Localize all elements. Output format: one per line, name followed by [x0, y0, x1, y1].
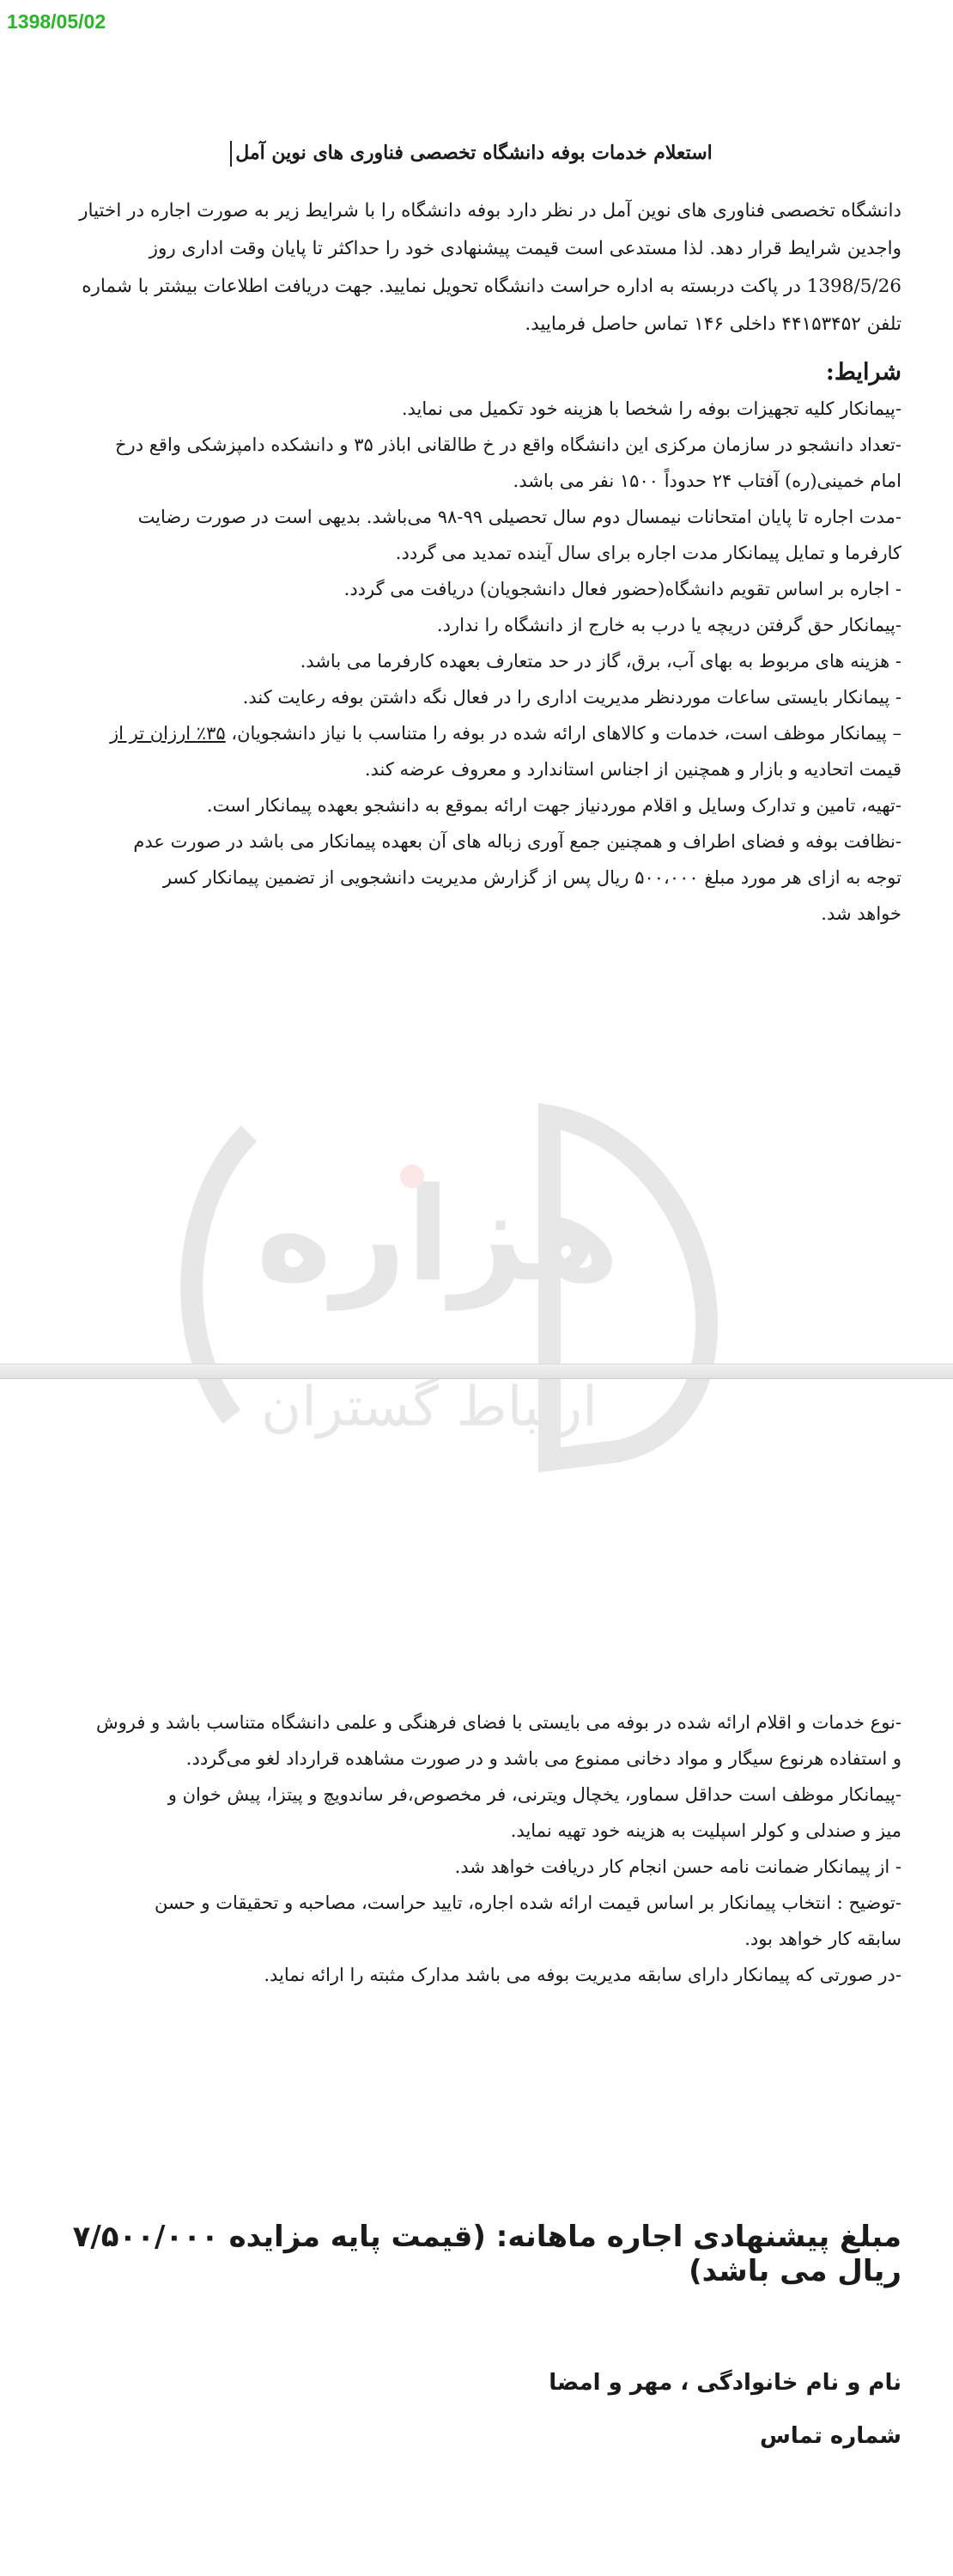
- intro-line-1: دانشگاه تخصصی فناوری های نوین آمل در نظر دارد بوفه دانشگاه را با شرایط زیر به صورت اجاره در اختیار: [79, 200, 901, 222]
- document-page-2: [41, 1704, 901, 1993]
- watermark-logo: [103, 1082, 773, 1528]
- rule-required-equipment: -پیمانکار موظف است حداقل سماور، یخچال ویترنی، فر مخصوص،فر ساندویچ و پیتزا، پیش خوان و: [167, 1784, 901, 1805]
- rule-no-exit-door: -پیمانکار حق گرفتن دریچه یا درب به خارج از دانشگاه را ندارد.: [436, 615, 901, 635]
- rule-experience: -در صورتی که پیمانکار دارای سابقه مدیریت بوفه می باشد مدارک مثبته را ارائه نماید.: [264, 1965, 901, 1985]
- rule-required-equipment-cont: میز و صندلی و کولر اسپلیت به هزینه خود تهیه نماید.: [510, 1820, 901, 1841]
- rule-cleaning-end: خواهد شد.: [821, 903, 901, 924]
- watermark-main-text: هزاره: [256, 1161, 620, 1310]
- rule-supplies: -تهیه، تامین و تدارک وسایل و اقلام موردنیاز جهت ارائه بموقع به دانشجو بعهده پیمانکار است.: [206, 795, 901, 816]
- rule-guarantee: - از پیمانکار ضمانت نامه حسن انجام کار دریافت خواهد شد.: [454, 1856, 901, 1877]
- document-body: [41, 129, 901, 932]
- rule-prices: – پیمانکار موظف است، خدمات و کالاهای ارائه شده در بوفه را متناسب با نیاز دانشجویان، ۳۵٪ ارزان تر از: [110, 723, 901, 744]
- page-break: [0, 1364, 953, 1379]
- document-title: استعلام خدمات بوفه دانشگاه تخصصی فناوری های نوین آمل: [41, 141, 901, 167]
- rule-selection-note: -توضیح : انتخاب پیمانکار بر اساس قیمت ارائه شده اجاره، تایید حراست، مصاحبه و تحقیقات و حسن: [155, 1893, 901, 1913]
- rule-calendar: - اجاره بر اساس تقویم دانشگاه(حضور فعال دانشجویان) دریافت می گردد.: [343, 579, 901, 599]
- rule-hours: - پیمانکار بایستی ساعات موردنظر مدیریت اداری را در فعال نگه داشتن بوفه رعایت کند.: [242, 687, 901, 708]
- rule-selection-note-cont: سابقه کار خواهد بود.: [744, 1929, 901, 1949]
- rule-cleaning-cont: توجه به ازای هر مورد مبلغ ۵۰۰،۰۰۰ ریال پس از گزارش مدیریت دانشجویی از تضمین پیمانکار کسر: [162, 867, 901, 888]
- rule-services-type-cont: و استفاده هرنوع سیگار و مواد دخانی ممنوع می باشد و در صورت مشاهده قرارداد لغو می‌گردد.: [185, 1748, 901, 1769]
- rule-students-count-cont: امام خمینی(ره) آفتاب ۲۴ حدوداً ۱۵۰۰ نفر می باشد.: [513, 471, 901, 491]
- intro-line-4: تلفن ۴۴۱۵۳۴۵۲ داخلی ۱۴۶ تماس حاصل فرمایید.: [525, 313, 901, 335]
- watermark-sub-text: ارتباط گستران: [261, 1376, 598, 1439]
- discount-underlined: ۳۵٪ ارزان تر از: [110, 723, 226, 744]
- rule-utilities: - هزینه های مربوط به بهای آب، برق، گاز در حد متعارف بعهده کارفرما می باشد.: [300, 651, 901, 671]
- rule-prices-cont: قیمت اتحادیه و بازار و همچنین از اجناس استاندارد و معروف عرضه کند.: [364, 759, 901, 780]
- rule-equipment: -پیمانکار کلیه تجهیزات بوفه را شخصا با هزینه خود تکمیل می نماید.: [401, 398, 901, 419]
- rule-students-count: -تعداد دانشجو در سازمان مرکزی این دانشگاه واقع در خ طالقانی اباذر ۳۵ و دانشکده دامپزشکی واقع درخ: [115, 434, 901, 455]
- monthly-offer-line: مبلغ پیشنهادی اجاره ماهانه: (قیمت پایه مزایده ۷/۵۰۰/۰۰۰ ریال می باشد): [72, 2220, 901, 2288]
- rule-lease-duration: -مدت اجاره تا پایان امتحانات نیمسال دوم سال تحصیلی ۹۹-۹۸ می‌باشد. بدیهی است در صورت رضایت: [137, 507, 901, 527]
- contact-number-line: شماره تماس: [760, 2423, 901, 2449]
- rule-cleaning: -نظافت بوفه و فضای اطراف و همچنین جمع آوری زباله های آن بعهده پیمانکار می باشد در صورت عدم: [133, 831, 901, 852]
- intro-line-2: واجدین شرایط قرار دهد. لذا مستدعی است قیمت پیشنهادی خود را حداکثر تا پایان وقت اداری روز: [149, 238, 901, 259]
- document-date: 1398/05/02: [7, 10, 106, 33]
- text-cursor: [230, 141, 232, 167]
- intro-line-3: 1398/5/26 در پاکت دربسته به اداره حراست دانشگاه تحویل نمایید. جهت دریافت اطلاعات بیشتر با شماره: [82, 276, 901, 297]
- signature-line: نام و نام خانوادگی ، مهر و امضا: [549, 2370, 901, 2396]
- conditions-heading: شرایط:: [825, 359, 901, 386]
- rule-lease-duration-cont: کارفرما و تمایل پیمانکار مدت اجاره برای سال آینده تمدید می گردد.: [395, 543, 901, 563]
- rule-services-type: -نوع خدمات و اقلام ارائه شده در بوفه می بایستی با فضای فرهنگی و علمی دانشگاه متناسب باشد و فروش: [96, 1712, 901, 1733]
